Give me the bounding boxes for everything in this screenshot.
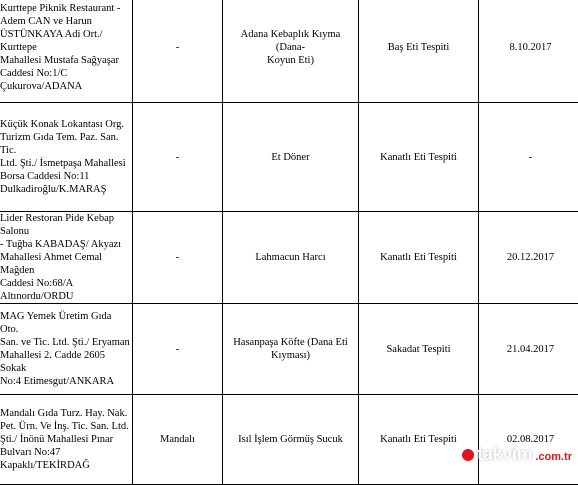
watermark-text: takvim: [477, 444, 532, 465]
table-row: [0, 304, 578, 395]
brand-cell: -: [133, 212, 223, 304]
company-cell: Lider Restoran Pide Kebap Salonu - Tuğba KABADAŞ/ Akyazı Mahallesi Ahmet Cemal Mağden Caddesi No:68/A Altınordu/ORDU: [0, 212, 133, 304]
finding-cell: Baş Eti Tespiti: [359, 0, 479, 103]
date-cell: 02.08.2017: [479, 395, 578, 485]
product-cell: Et Döner: [223, 103, 359, 212]
date-cell: -: [479, 103, 578, 212]
table-row: [0, 212, 578, 304]
date-cell: 20.12.2017: [479, 212, 578, 304]
table-row: [0, 103, 578, 212]
company-cell: Kurttepe Piknik Restaurant - Adem CAN ve Harun ÜSTÜNKAYA Adi Ort./ Kurttepe Mahallesi Mustafa Sağyaşar Caddesi No:1/C Çukurova/ADANA: [0, 0, 133, 103]
date-cell: 8.10.2017: [479, 0, 578, 103]
date-cell: 21.04.2017: [479, 304, 578, 395]
takvim-logo-icon: [462, 449, 474, 461]
brand-cell: -: [133, 304, 223, 395]
product-cell: Adana Kebaplık Kıyma (Dana- Koyun Eti): [223, 0, 359, 103]
product-cell: Lahmacun Harcı: [223, 212, 359, 304]
table-row: [0, 395, 578, 485]
product-cell: Isıl İşlem Görmüş Sucuk: [223, 395, 359, 485]
finding-cell: Kanatlı Eti Tespiti: [359, 212, 479, 304]
company-cell: Mandalı Gıda Turz. Hay. Nak. Pet. Ürn. Ve İnş. Tic. San. Ltd. Şti./ İnönü Mahallesi Pınar Bulvarı No:47 Kapaklı/TEKİRDAĞ: [0, 395, 133, 485]
table-row: [0, 0, 578, 103]
company-cell: Küçük Konak Lokantası Org. Turizm Gıda Tem. Paz. San. Tic. Ltd. Şti./ İsmetpaşa Mahallesi Borsa Caddesi No:11 Dulkadiroğlu/K.MARAŞ: [0, 103, 133, 212]
company-cell: MAG Yemek Üretim Gıda Oto. San. ve Tic. Ltd. Şti./ Eryaman Mahallesi 2. Cadde 2605 Sokak No:4 Etimesgut/ANKARA: [0, 304, 133, 395]
takvim-watermark: [462, 444, 572, 465]
product-cell: Hasanpaşa Köfte (Dana Eti Kıyması): [223, 304, 359, 395]
brand-cell: -: [133, 103, 223, 212]
finding-cell: Kanatlı Eti Tespiti: [359, 103, 479, 212]
brand-cell: Mandalı: [133, 395, 223, 485]
watermark-tld: .com.tr: [535, 451, 572, 463]
finding-cell: Sakadat Tespiti: [359, 304, 479, 395]
finding-cell: Kanatlı Eti Tespiti: [359, 395, 479, 485]
brand-cell: -: [133, 0, 223, 103]
